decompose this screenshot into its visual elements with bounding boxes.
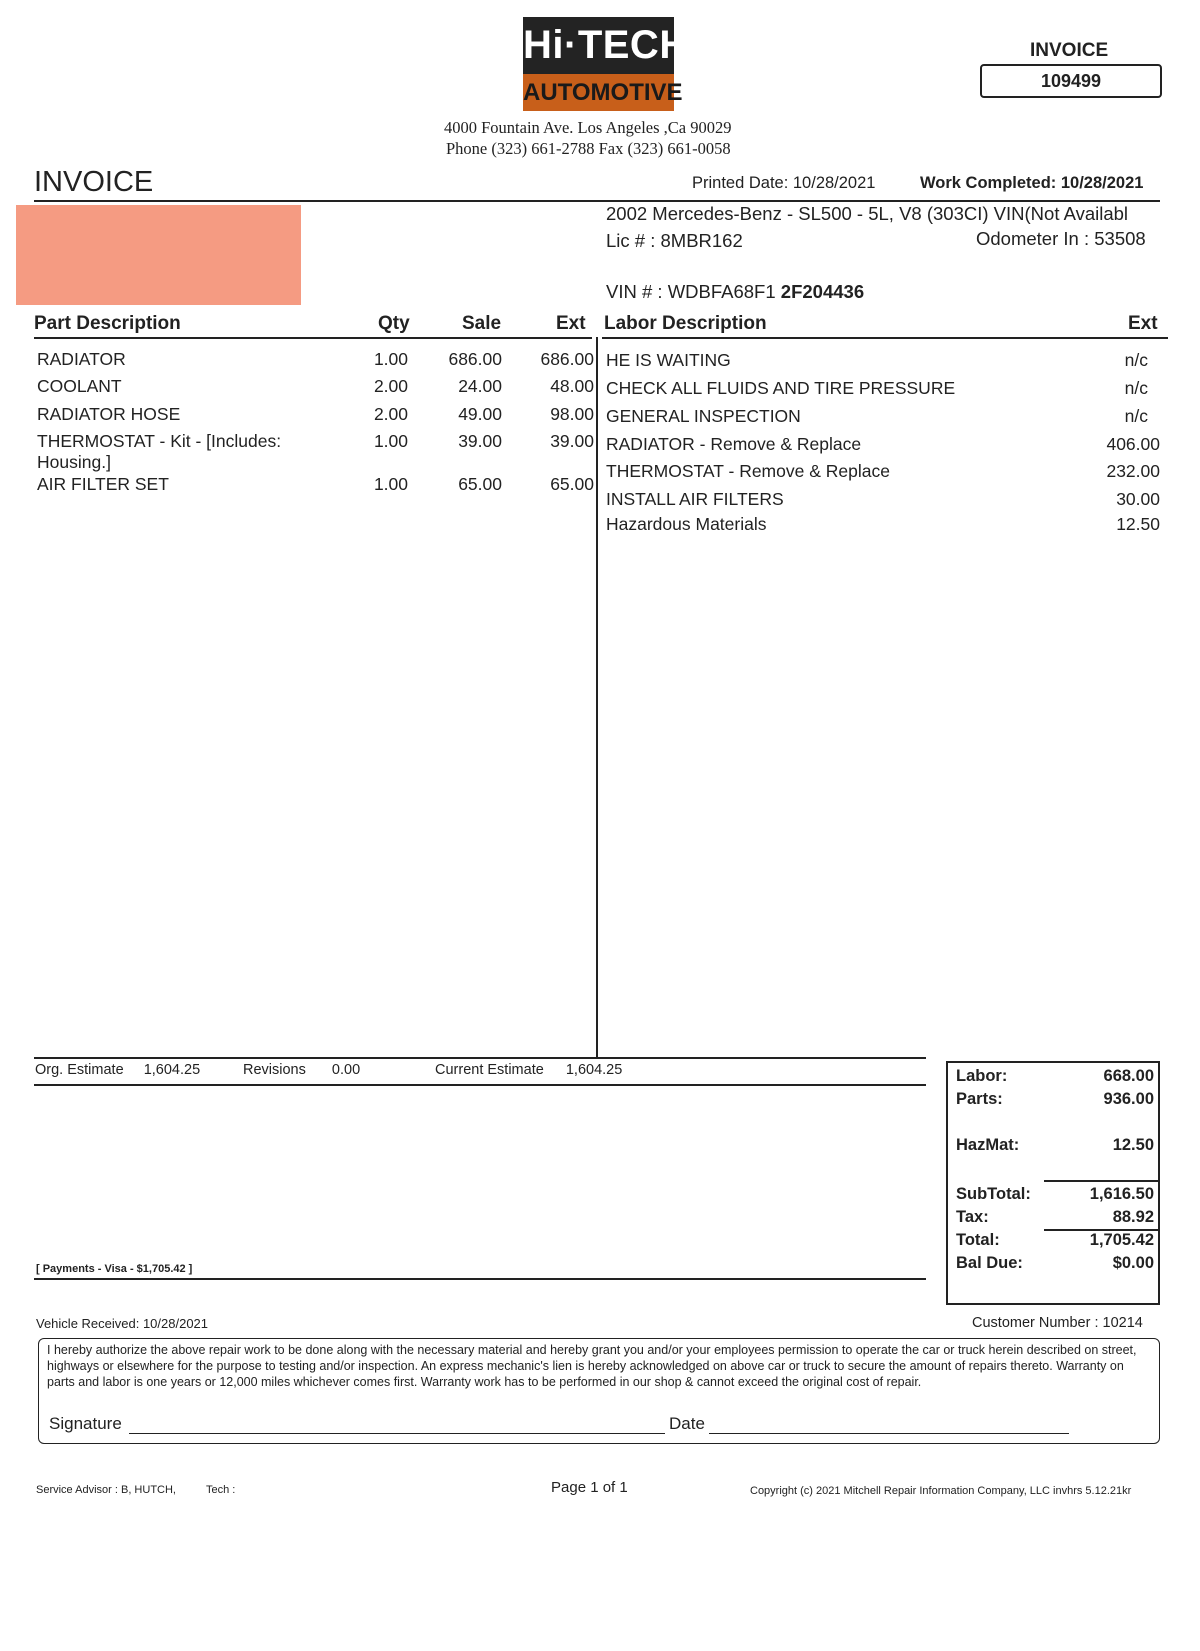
revisions-label: Revisions: [243, 1062, 306, 1078]
redacted-customer-info: [16, 205, 301, 305]
part-qty: 1.00: [373, 349, 408, 369]
part-ext: 65.00: [550, 474, 594, 494]
part-ext: 686.00: [540, 349, 594, 369]
part-sale: 39.00: [458, 431, 502, 451]
part-ext: 39.00: [550, 431, 594, 451]
totals-baldue-label: Bal Due:: [956, 1254, 1023, 1272]
shop-address: 4000 Fountain Ave. Los Angeles ,Ca 90029: [444, 118, 732, 137]
org-estimate: [35, 1062, 200, 1078]
labor-ext: n/c: [1124, 350, 1148, 370]
part-sale: 686.00: [448, 349, 502, 369]
estimate-bottom-rule: [34, 1084, 926, 1086]
part-ext: 48.00: [550, 376, 594, 396]
part-ext: 98.00: [550, 404, 594, 424]
totals-labor-label: Labor:: [956, 1067, 1008, 1085]
totals-baldue-value: $0.00: [1112, 1254, 1154, 1272]
totals-parts-value: 936.00: [1103, 1090, 1154, 1108]
labor-ext: n/c: [1124, 378, 1148, 398]
totals-hazmat-value: 12.50: [1112, 1136, 1154, 1154]
tech-label: Tech :: [206, 1484, 236, 1496]
vin-number: [606, 281, 864, 303]
totals-tax-label: Tax:: [956, 1208, 989, 1226]
vehicle-description: 2002 Mercedes-Benz - SL500 - 5L, V8 (303CI) VIN(Not Availabl: [606, 203, 1129, 224]
part-description: RADIATOR HOSE: [37, 404, 181, 424]
parts-header-underline: [34, 337, 592, 339]
odometer-in: Odometer In : 53508: [976, 228, 1146, 249]
labor-description: RADIATOR - Remove & Replace: [606, 434, 862, 454]
license-plate: Lic # : 8MBR162: [606, 230, 743, 251]
column-divider: [596, 337, 598, 1057]
payments-rule: [34, 1278, 926, 1280]
invoice-heading: INVOICE: [34, 166, 154, 198]
parts-header-description: Part Description: [34, 313, 181, 334]
labor-ext: 232.00: [1106, 461, 1160, 481]
totals-subtotal-label: SubTotal:: [956, 1185, 1031, 1203]
subtotal-rule: [1044, 1180, 1158, 1182]
org-estimate-label: Org. Estimate: [35, 1062, 124, 1078]
part-description-line-2: Housing.]: [37, 452, 111, 472]
revisions-value: 0.00: [331, 1062, 361, 1078]
part-qty: 1.00: [373, 431, 408, 451]
labor-description: GENERAL INSPECTION: [606, 406, 801, 426]
vin-prefix: VIN # : WDBFA68F1: [606, 281, 776, 302]
totals-hazmat-label: HazMat:: [956, 1136, 1020, 1154]
part-description: COOLANT: [37, 376, 122, 396]
signature-line[interactable]: [129, 1433, 665, 1434]
signature-label: Signature: [49, 1414, 122, 1433]
part-sale: 65.00: [458, 474, 502, 494]
header-divider: [34, 200, 1160, 202]
parts-header-qty: Qty: [378, 313, 410, 334]
vehicle-received: Vehicle Received: 10/28/2021: [36, 1316, 209, 1331]
part-qty: 2.00: [373, 404, 408, 424]
revisions: [243, 1062, 360, 1078]
org-estimate-value: 1,604.25: [143, 1062, 201, 1078]
parts-header-ext: Ext: [556, 313, 586, 334]
page-number: Page 1 of 1: [551, 1479, 628, 1496]
logo-line-2: AUTOMOTIVE: [523, 74, 674, 111]
company-logo: [523, 17, 689, 111]
customer-number: Customer Number : 10214: [972, 1315, 1143, 1331]
date-label: Date: [669, 1414, 705, 1433]
part-sale: 49.00: [458, 404, 502, 424]
part-description: RADIATOR: [37, 349, 126, 369]
labor-ext: n/c: [1124, 406, 1148, 426]
part-sale: 24.00: [458, 376, 502, 396]
labor-header-ext: Ext: [1128, 313, 1158, 334]
labor-header-underline: [602, 337, 1168, 339]
date-line[interactable]: [709, 1433, 1069, 1434]
totals-total-value: 1,705.42: [1089, 1231, 1154, 1249]
labor-description: Hazardous Materials: [606, 514, 767, 534]
copyright: Copyright (c) 2021 Mitchell Repair Information Company, LLC invhrs 5.12.21kr: [750, 1485, 1132, 1497]
part-description: AIR FILTER SET: [37, 474, 169, 494]
part-description: THERMOSTAT - Kit - [Includes:: [37, 431, 282, 451]
parts-header-sale: Sale: [462, 313, 502, 334]
labor-header-description: Labor Description: [604, 313, 767, 334]
service-advisor: Service Advisor : B, HUTCH,: [36, 1484, 176, 1496]
estimate-top-rule: [34, 1057, 926, 1059]
labor-description: INSTALL AIR FILTERS: [606, 489, 784, 509]
labor-ext: 12.50: [1116, 514, 1160, 534]
work-completed-date: Work Completed: 10/28/2021: [920, 174, 1144, 192]
labor-ext: 30.00: [1116, 489, 1160, 509]
vin-suffix: 2F204436: [780, 281, 865, 302]
shop-phone-fax: Phone (323) 661-2788 Fax (323) 661-0058: [446, 139, 731, 158]
totals-labor-value: 668.00: [1103, 1067, 1154, 1085]
labor-description: THERMOSTAT - Remove & Replace: [606, 461, 890, 481]
printed-date: Printed Date: 10/28/2021: [692, 174, 876, 192]
authorization-text: I hereby authorize the above repair work to be done along with the necessary material and hereby grant you and/or your employees permission to operate the car or truck herein described on street, highways or elsewhere for the purpose to testing and/or inspection. An express mechanic's lien is hereby acknowledged on above car or truck to secure the amount of repairs thereto. Warranty on parts and labor is one years or 12,000 miles whichever comes first. Warranty work has to be performed in our shop & cannot exceed the original cost of repair.: [47, 1343, 1137, 1389]
authorization-box: [38, 1338, 1160, 1444]
labor-ext: 406.00: [1106, 434, 1160, 454]
current-estimate-label: Current Estimate: [435, 1062, 544, 1078]
totals-tax-value: 88.92: [1112, 1208, 1154, 1226]
totals-subtotal-value: 1,616.50: [1089, 1185, 1154, 1203]
current-estimate-value: 1,604.25: [565, 1062, 623, 1078]
totals-parts-label: Parts:: [956, 1090, 1003, 1108]
invoice-number: 109499: [980, 64, 1162, 98]
labor-description: CHECK ALL FLUIDS AND TIRE PRESSURE: [606, 378, 956, 398]
part-qty: 2.00: [373, 376, 408, 396]
part-qty: 1.00: [373, 474, 408, 494]
totals-box: [946, 1061, 1160, 1305]
invoice-box-label: INVOICE: [1030, 40, 1109, 61]
logo-line-1: Hi·TECH: [523, 17, 674, 74]
totals-total-label: Total:: [956, 1231, 1000, 1249]
payments-note: [ Payments - Visa - $1,705.42 ]: [36, 1263, 193, 1275]
labor-description: HE IS WAITING: [606, 350, 731, 370]
current-estimate: [435, 1062, 622, 1078]
